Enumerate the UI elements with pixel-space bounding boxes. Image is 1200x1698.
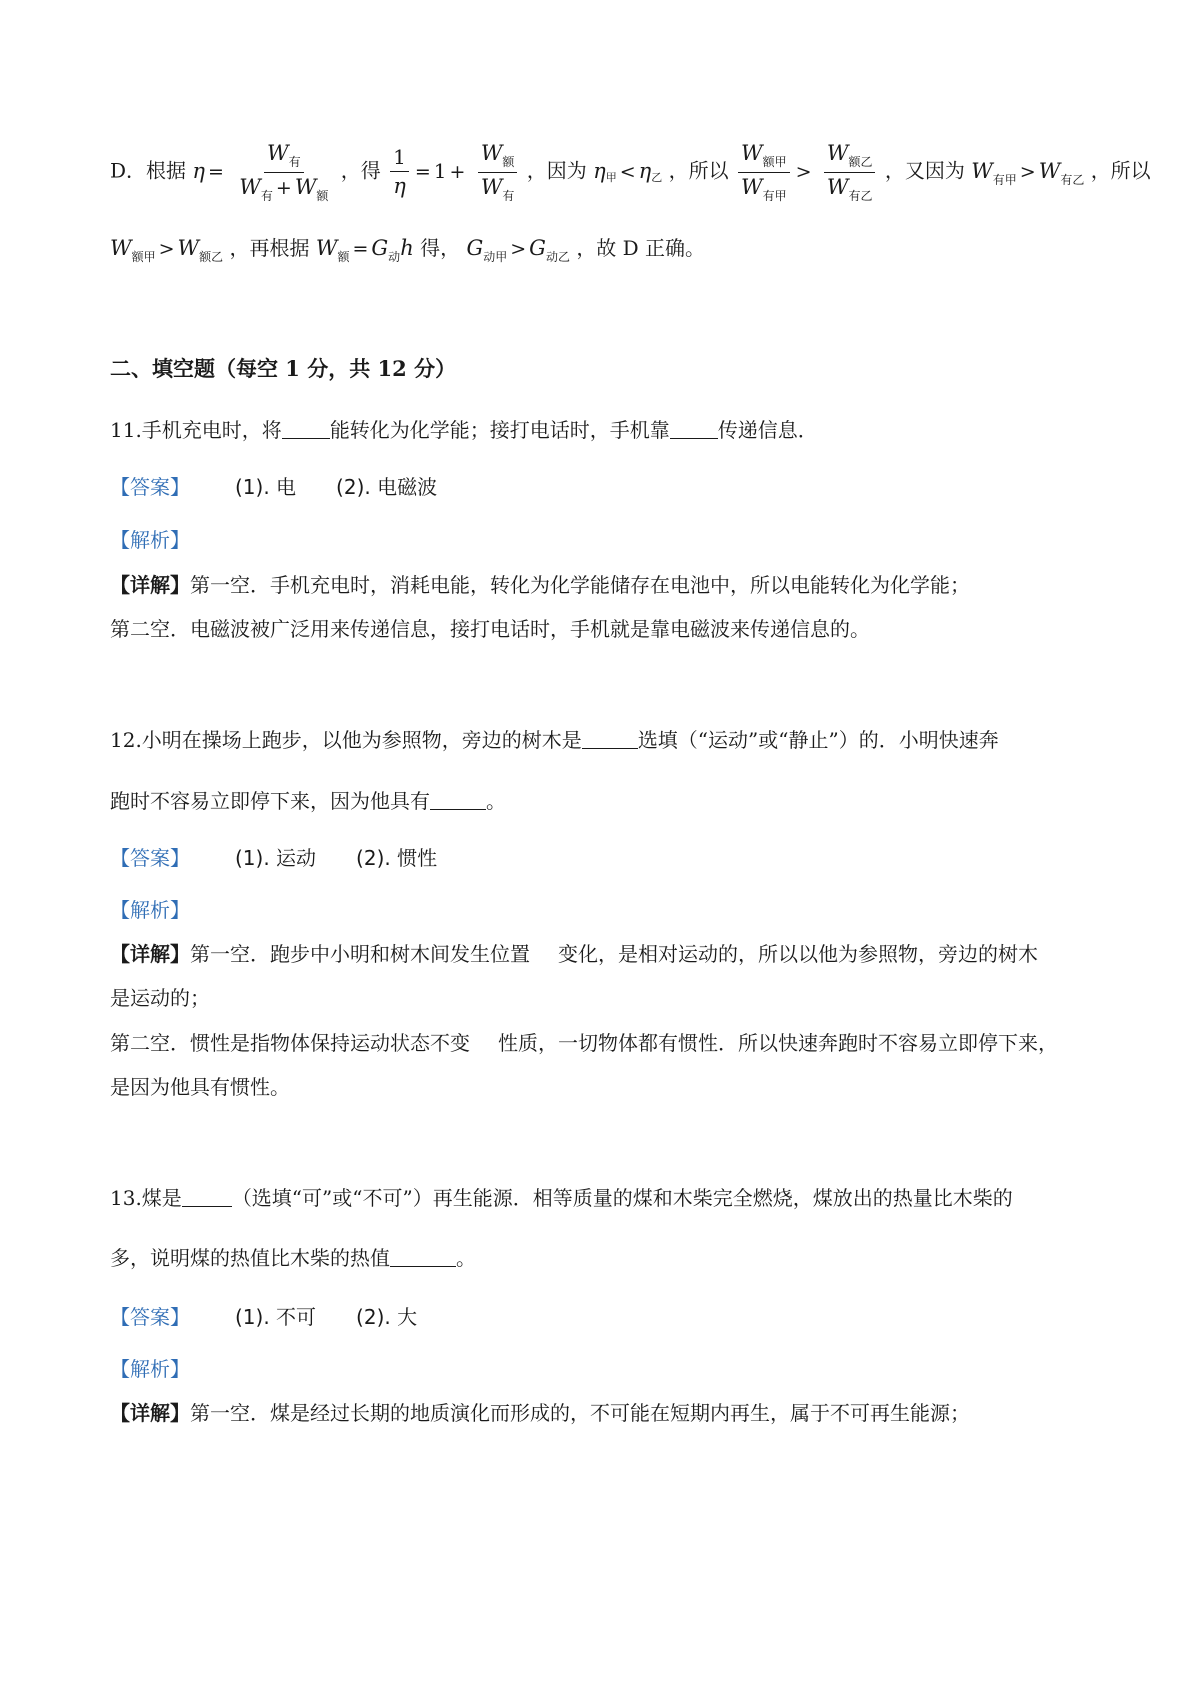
blank <box>430 791 486 810</box>
q12-detail-2c: 是因为他具有惯性。 <box>110 1075 290 1099</box>
q13-detail-1: 【详解】第一空．煤是经过长期的地质演化而形成的，不可能在短期内再生，属于不可再生能源； <box>110 1401 970 1425</box>
q12-detail-1: 【详解】第一空．跑步中小明和树木间发生位置 变化，是相对运动的，所以以他为参照物，旁边的树木 <box>110 942 1038 966</box>
q12-answer: 【答案】 (1). 运动 (2). 惯性 <box>110 846 438 870</box>
q13-stem-1: 13.煤是 （选填“可”或“不可”）再生能源．相等质量的煤和木柴完全燃烧，煤放出的热量比木柴的 <box>110 1186 1013 1210</box>
q11-detail-2: 第二空．电磁波被广泛用来传递信息，接打电话时，手机就是靠电磁波来传递信息的。 <box>110 617 870 641</box>
answer-label: 【答案】 <box>110 475 190 499</box>
q12-stem-2: 跑时不容易立即停下来，因为他具有 。 <box>110 789 506 813</box>
q13-stem-2: 多，说明煤的热值比木柴的热值 。 <box>110 1246 476 1270</box>
q11-detail-1: 【详解】第一空．手机充电时，消耗电能，转化为化学能储存在电池中，所以电能转化为化学能； <box>110 573 970 597</box>
q12-stem-1: 12.小明在操场上跑步，以他为参照物，旁边的树木是 选填（“运动”或“静止”）的．小明快速奔 <box>110 728 999 752</box>
extra-work-compare: $W_{额甲} > W_{额乙}$ <box>110 236 224 264</box>
q11-stem: 11.手机充电时，将 能转化为化学能；接打电话时，手机靠 传递信息． <box>110 418 818 442</box>
q11-analysis-label: 【解析】 <box>110 528 190 552</box>
efficiency-formula: η = $\frac{W_有}{W_有 + W_额}$ <box>192 141 329 203</box>
q12-detail-2: 第二空．惯性是指物体保持运动状态不变 性质，一切物体都有惯性．所以快速奔跑时不容易立即停下来， <box>110 1031 1058 1055</box>
blank <box>390 1248 456 1267</box>
option-d-line-2: $W_{额甲} > W_{额乙}$ ，再根据 $W_额 = G_动h$ 得， $G_{动甲} > G_{动乙}$ ，故 D 正确。 <box>110 236 706 264</box>
blank <box>670 420 718 439</box>
reciprocal-formula: $\frac{1}{\eta}$ = 1 + $\frac{W_额}{W_有}$ <box>387 159 527 183</box>
blank <box>182 1188 232 1207</box>
efficiency-compare: η甲 < η乙 <box>593 158 663 184</box>
q12-detail-1c: 是运动的； <box>110 986 210 1010</box>
blank <box>282 420 330 439</box>
answer-label: 【答案】 <box>110 1305 190 1329</box>
q12-analysis-label: 【解析】 <box>110 898 190 922</box>
q13-answer: 【答案】 (1). 不可 (2). 大 <box>110 1305 418 1329</box>
ratio-compare: $\frac{W_{额甲}}{W_{有甲}}$ > $\frac{W_{额乙}}{W_{有乙}}$ <box>735 159 885 183</box>
blank <box>582 730 638 749</box>
option-d-line-1: D．根据 η = $\frac{W_有}{W_有 + W_额}$ ，得 $\frac{1}{\eta}$ = 1 + $\frac{W_额}{W_有}$ ，因为 η甲 < η乙 ，所以 $\frac{W_{额甲}}{W_{有甲}}$ > $\frac{W_{额乙}}{W_{有乙}}$ ，又因为 $W_{有甲} > W_{有乙}$ ，所以 <box>110 141 1151 203</box>
extra-work-formula: $W_额 = G_动h$ <box>315 236 414 264</box>
answer-label: 【答案】 <box>110 846 190 870</box>
q11-answer: 【答案】 (1). 电 (2). 电磁波 <box>110 475 438 499</box>
useful-work-compare: $W_{有甲} > W_{有乙}$ <box>971 158 1085 187</box>
section-title: 二、填空题（每空 1 分，共 12 分） <box>110 356 457 381</box>
q13-analysis-label: 【解析】 <box>110 1357 190 1381</box>
pulley-weight-compare: $G_{动甲} > G_{动乙}$ <box>466 236 570 264</box>
